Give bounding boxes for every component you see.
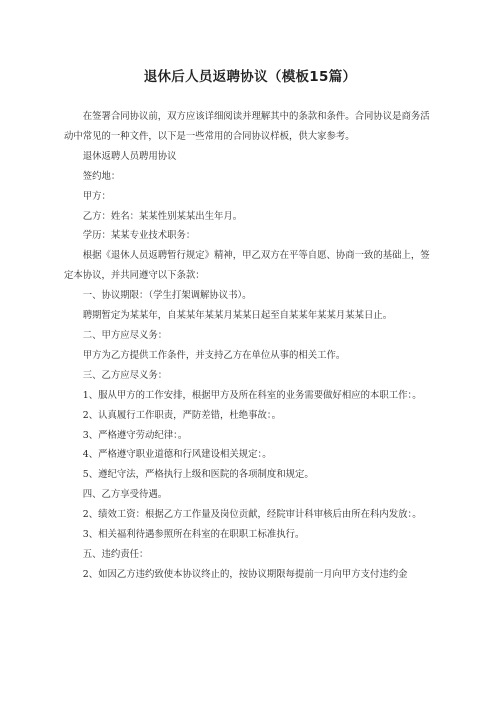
- paragraph: 2、认真履行工作职责，严防差错，杜绝事故：。: [82, 409, 281, 421]
- paragraph: 一、协议期限：（学生打架调解协议书）。: [82, 290, 252, 302]
- paragraph: 学历：某某专业技术职务：: [82, 230, 196, 242]
- paragraph: 在签署合同协议前，双方应该详细阅读并理解其中的条款和条件。合同协议是商务活动中常见的一种文件，以下是一些常用的合同协议样板，供大家参考。: [64, 111, 430, 142]
- document-title: 退休后人员返聘协议（模板15篇）: [143, 69, 357, 85]
- paragraph: 甲方：: [82, 190, 111, 202]
- paragraph: 2、绩效工资：根据乙方工作量及岗位贡献，经院审计科审核后由所在科内发放：。: [82, 509, 422, 521]
- paragraph: 2、如因乙方违约致使本协议终止的，按协议期限每提前一月向甲方支付违约金: [82, 568, 408, 580]
- paragraph: 5、遵纪守法，严格执行上级和医院的各项制度和规定。: [82, 469, 314, 481]
- paragraph: 四、乙方享受待遇。: [82, 489, 168, 501]
- paragraph: 二、甲方应尽义务：: [82, 329, 168, 341]
- paragraph: 根据《退休人员返聘暂行规定》精神，甲乙双方在平等自愿、协商一致的基础上，签定本协议，并共同遵守以下条款：: [64, 250, 430, 282]
- paragraph: 签约地：: [82, 170, 121, 182]
- paragraph: 甲方为乙方提供工作条件，并支持乙方在单位从事的相关工作。: [82, 349, 346, 361]
- paragraph: 五、违约责任：: [82, 548, 149, 560]
- paragraph: 退休返聘人员聘用协议: [82, 150, 177, 162]
- paragraph: 乙方：姓名：某某性别某某出生年月。: [82, 210, 243, 222]
- paragraph: 3、相关福利待遇参照所在科室的在职职工标准执行。: [82, 529, 305, 541]
- paragraph: 4、严格遵守职业道德和行风建设相关规定：。: [82, 449, 272, 461]
- paragraph: 三、乙方应尽义务：: [82, 369, 168, 381]
- paragraph: 聘期暂定为某某年，自某某年某某月某某日起至自某某年某某月某某日止。: [82, 310, 393, 322]
- paragraph: 3、严格遵守劳动纪律：。: [82, 429, 188, 441]
- document-body: [64, 107, 436, 585]
- paragraph: 1、服从甲方的工作安排，根据甲方及所在科室的业务需要做好相应的本职工作：。: [82, 389, 422, 401]
